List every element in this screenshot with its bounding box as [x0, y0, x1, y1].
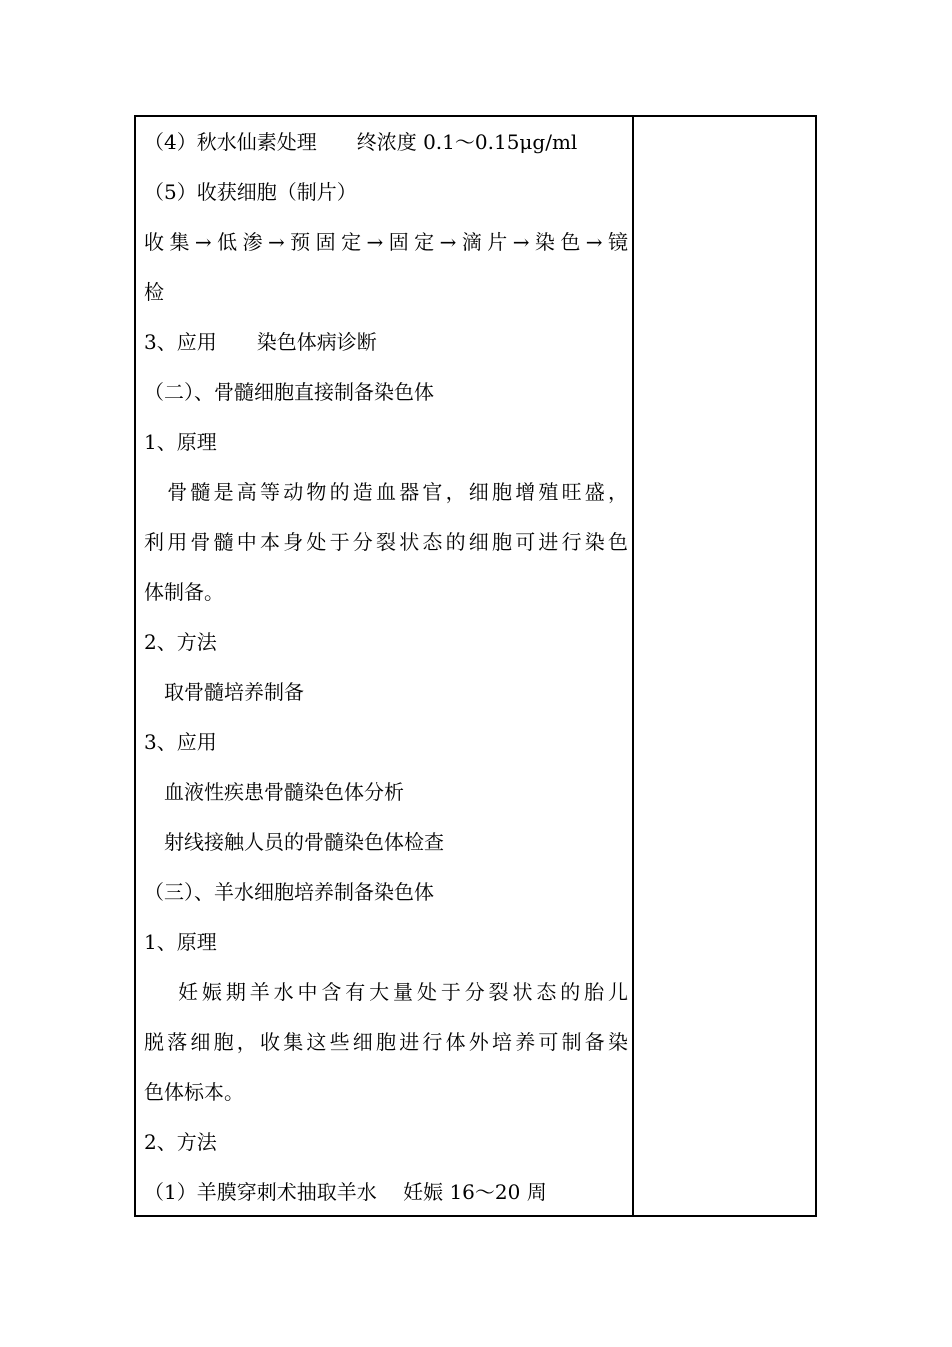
text-line: 2、方法	[144, 630, 217, 654]
text-line: （4）秋水仙素处理 终浓度 0.1～0.15μg/ml	[144, 130, 578, 154]
text-line: 色体标本。	[144, 1080, 244, 1104]
text-line: 射线接触人员的骨髓染色体检查	[144, 830, 444, 854]
text-line: （1）羊膜穿刺术抽取羊水 妊娠 16～20 周	[144, 1180, 547, 1204]
text-line: 2、方法	[144, 1130, 217, 1154]
text-line: （二）、骨髓细胞直接制备染色体	[144, 380, 434, 404]
text-line: 1、原理	[144, 430, 217, 454]
text-line: 骨髓是高等动物的造血器官，细胞增殖旺盛，	[144, 480, 628, 504]
main-text-cell	[136, 117, 634, 1215]
text-line: 脱落细胞，收集这些细胞进行体外培养可制备染	[144, 1030, 628, 1054]
text-line: 1、原理	[144, 930, 217, 954]
text-line: 3、应用	[144, 730, 217, 754]
text-line: 收集→低渗→预固定→固定→滴片→染色→镜	[144, 230, 628, 254]
text-line: 体制备。	[144, 580, 224, 604]
text-line: 3、应用 染色体病诊断	[144, 330, 377, 354]
text-line: 取骨髓培养制备	[144, 680, 304, 704]
text-line: 血液性疾患骨髓染色体分析	[144, 780, 404, 804]
text-line: 利用骨髓中本身处于分裂状态的细胞可进行染色	[144, 530, 628, 554]
text-line: 检	[144, 280, 164, 304]
text-line: （5）收获细胞（制片）	[144, 180, 357, 204]
content-table	[134, 115, 817, 1217]
text-line: 妊娠期羊水中含有大量处于分裂状态的胎儿	[144, 980, 628, 1004]
notes-cell	[634, 117, 815, 1215]
text-line: （三）、羊水细胞培养制备染色体	[144, 880, 434, 904]
